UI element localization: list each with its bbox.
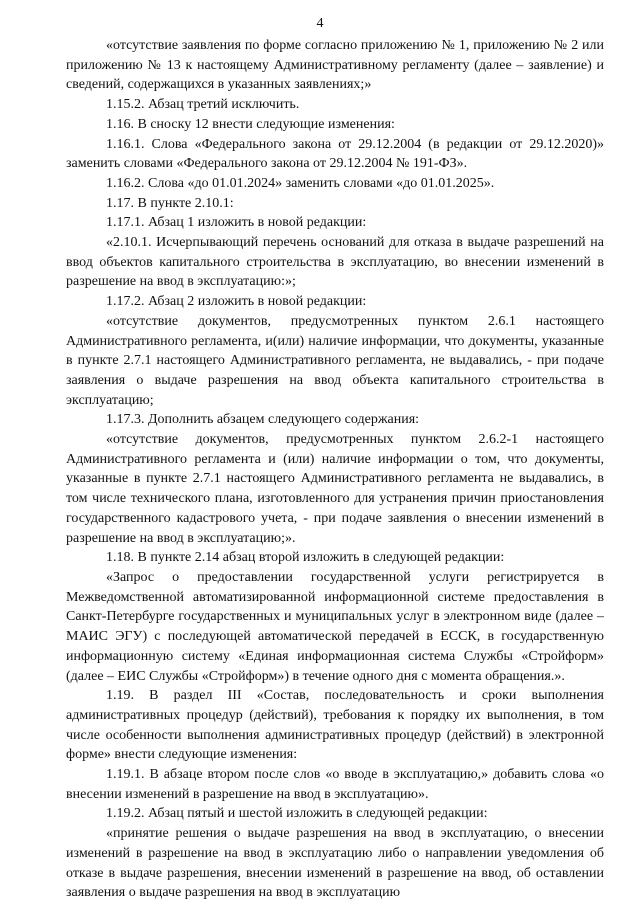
paragraph: 1.17. В пункте 2.10.1: [106,195,234,211]
paragraph: 1.18. В пункте 2.14 абзац второй изложить в следующей редакции: [106,550,505,566]
paragraph: 1.16. В сноску 12 внести следующие изменения: [106,116,395,132]
paragraph: «отсутствие документов, предусмотренных пунктом 2.6.1 настоящего Административного регламента, и(или) наличие информации, что документы, указанные в пункте 2.7.1 настоящего Административного регламента, не выдавались, - при подаче заявления о выдаче разрешения на ввод объекта капитального строительства в эксплуатацию; [66,313,604,408]
paragraph: 1.17.2. Абзац 2 изложить в новой редакции: [106,294,367,310]
paragraph: «принятие решения о выдаче разрешения на ввод в эксплуатацию, о внесении изменений в разрешение на ввод в эксплуатацию либо о направлении уведомления об отказе в выдаче разрешения, внесении изменений в разрешение на ввод, об оставлении заявления о выдаче разрешения на ввод в эксплуатацию [66,826,604,901]
page-number: 4 [316,16,324,31]
paragraph: 1.16.1. Слова «Федерального закона от 29.12.2004 (в редакции от 29.12.2020)» заменить словами «Федерального закона от 29.12.2004 № 191-ФЗ». [66,136,604,172]
document-body [66,36,604,903]
paragraph: «отсутствие документов, предусмотренных пунктом 2.6.2-1 настоящего Административного регламента и (или) наличие информации о том, что документы, указанные в пункте 2.7.1 настоящего Административного регламента не выдавались, в том числе технического плана, изготовленного для устранения причин приостановления государственного кадастрового учета, - при подаче заявления о внесении изменений в разрешение на ввод в эксплуатацию;». [66,432,604,546]
paragraph: «отсутствие заявления по форме согласно приложению № 1, приложению № 2 или приложению № 13 к настоящему Административному регламенту (далее – заявление) и сведений, содержащихся в указанных заявлениях;» [66,38,604,93]
paragraph: «2.10.1. Исчерпывающий перечень оснований для отказа в выдаче разрешений на ввод объектов капитального строительства в эксплуатацию, во внесении изменений в разрешение на ввод в эксплуатацию:»; [66,235,604,290]
paragraph: 1.19. В раздел III «Состав, последовательность и сроки выполнения административных процедур (действий), требования к порядку их выполнения, в том числе особенности выполнения административных процедур (действий) в электронной форме» внести следующие изменения: [66,688,604,763]
paragraph: 1.17.1. Абзац 1 изложить в новой редакции: [106,215,367,231]
paragraph: 1.16.2. Слова «до 01.01.2024» заменить словами «до 01.01.2025». [106,175,495,191]
paragraph: 1.15.2. Абзац третий исключить. [106,97,300,113]
paragraph: 1.17.3. Дополнить абзацем следующего содержания: [106,412,420,428]
paragraph: 1.19.1. В абзаце втором после слов «о вводе в эксплуатацию,» добавить слова «о внесении изменений в разрешение на ввод в эксплуатацию». [66,767,604,802]
paragraph: 1.19.2. Абзац пятый и шестой изложить в следующей редакции: [106,806,488,822]
paragraph: «Запрос о предоставлении государственной услуги регистрируется в Межведомственной автоматизированной информационной системе предоставления в Санкт-Петербурге государственных и муниципальных услуг в электронном виде (далее – МАИС ЭГУ) с последующей автоматической передачей в ЕССК, в государственную информационную систему «Единая информационная система Службы «Стройформ» (далее – ЕИС Службы «Стройформ») в течение одного дня с момента обращения.». [66,569,604,684]
